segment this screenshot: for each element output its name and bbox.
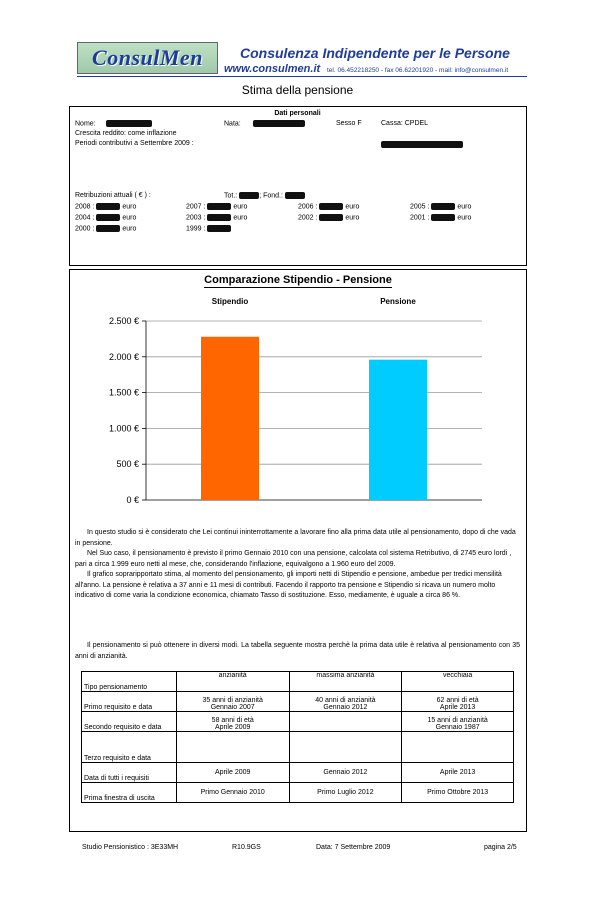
row-label: Data di tutti i requisiti (82, 763, 177, 783)
salary-year-label: 2001 : (410, 214, 432, 222)
cell-line: Aprile 2009 (214, 724, 251, 731)
header-vecchiaia: vecchiaia (402, 672, 514, 692)
requisiti-table (81, 671, 514, 803)
redaction-bar (431, 203, 455, 210)
cell-line: 58 anni di età (211, 717, 254, 724)
header-tipo: Tipo pensionamento (82, 672, 177, 692)
salary-year-unit: euro (455, 214, 472, 222)
table-row (82, 712, 514, 732)
salary-year-unit: euro (343, 203, 360, 211)
bar-stipendio (201, 337, 259, 500)
crescita-field: Crescita reddito: come inflazione (75, 130, 177, 137)
salary-year-label: 2007 : (186, 203, 208, 211)
salary-year-label: 2004 : (75, 214, 97, 222)
y-tick-label: 2.500 € (108, 316, 139, 326)
category-label: Stipendio (211, 297, 249, 306)
redaction-bar (319, 214, 343, 221)
redaction-bar (106, 120, 152, 127)
redaction-bar (207, 203, 231, 210)
salary-year-entry (298, 203, 359, 210)
table-cell (176, 692, 289, 712)
nome-label: Nome: (75, 120, 96, 128)
cassa-field: Cassa: CPDEL (381, 120, 429, 127)
cell-line: Gennaio 2012 (323, 704, 368, 711)
consulmen-logo (77, 42, 218, 74)
table-cell (402, 712, 514, 732)
row-label: Primo requisito e data (82, 692, 177, 712)
salary-year-unit: euro (455, 203, 472, 211)
periodi-field: Periodi contributivi a Settembre 2009 : (75, 140, 194, 147)
retribuzioni-label: Retribuzioni attuali ( € ) : (75, 192, 151, 199)
salary-year-label: 2000 : (75, 225, 97, 233)
cell-line: Aprile 2013 (439, 704, 476, 711)
row-label: Prima finestra di uscita (82, 783, 177, 803)
header-divider (77, 76, 527, 77)
table-cell: Primo Gennaio 2010 (176, 783, 289, 803)
brand-tagline: Consulenza Indipendente per le Persone (240, 45, 510, 61)
salary-year-label: 2008 : (75, 203, 97, 211)
chart-title-underline (204, 287, 392, 288)
row-label: Secondo requisito e data (82, 712, 177, 732)
table-row (82, 732, 514, 763)
table-cell: Primo Ottobre 2013 (402, 783, 514, 803)
redaction-bar (381, 141, 463, 148)
header-massima-anzianita: massima anzianità (289, 672, 402, 692)
cell-line: Gennaio 1987 (435, 724, 480, 731)
redaction-bar (239, 192, 259, 199)
category-label: Pensione (380, 297, 416, 306)
table-row (82, 783, 514, 803)
salary-year-unit: euro (231, 203, 248, 211)
totale-field (224, 192, 305, 199)
cell-line: 40 anni di anzianità (315, 697, 376, 704)
table-cell (402, 692, 514, 712)
fond-label: ; Fond.: (259, 192, 283, 200)
cell-line: Gennaio 2007 (210, 704, 255, 711)
redaction-bar (96, 203, 120, 210)
table-cell: Gennaio 2012 (289, 763, 402, 783)
redaction-bar (319, 203, 343, 210)
y-tick-label: 500 € (116, 459, 139, 470)
salary-year-entry (186, 214, 247, 221)
bar-chart (70, 290, 526, 515)
salary-year-unit: euro (120, 225, 137, 233)
salary-year-entry (186, 203, 247, 210)
footer-page-number: pagina 2/5 (484, 844, 517, 851)
redaction-bar (285, 192, 305, 199)
redaction-bar (207, 214, 231, 221)
footer-date: Data: 7 Settembre 2009 (316, 844, 391, 851)
paragraph-tasso: Il grafico sopraripportato stima, al momento del pensionamento, gli importi netti di Stipendio e pensione, ambedue per tredici mensilità all'anno. La pensione è relativa a 37 anni e 11 mesi di contributi. Facendo il rapporto tra pensione e Stipendio si ricava un numero molto indicativo di come varia la condizione economica, chiamato Tasso di sostituzione. Esso, mediamente, è uguale a circa 86 %. (75, 571, 502, 599)
row-label: Terzo requisito e data (82, 732, 177, 763)
salary-year-label: 2005 : (410, 203, 432, 211)
redaction-bar (96, 225, 120, 232)
y-tick-label: 1.000 € (108, 423, 139, 434)
salary-year-entry (75, 203, 136, 210)
redaction-bar (96, 214, 120, 221)
footer-version: R10.9GS (232, 844, 261, 851)
brand-contacts: tel. 06.452218250 - fax 06.62201920 - mail: info@consulmen.it (327, 67, 509, 74)
table-cell (176, 712, 289, 732)
chart-title: Comparazione Stipendio - Pensione (204, 274, 392, 286)
table-cell: Aprile 2013 (402, 763, 514, 783)
table-row (82, 692, 514, 712)
nata-field (224, 120, 305, 127)
cell-line: 35 anni di anzianità (202, 697, 263, 704)
salary-year-unit: euro (343, 214, 360, 222)
bar-pensione (369, 360, 427, 500)
redaction-bar (431, 214, 455, 221)
sesso-field: Sesso F (336, 120, 362, 127)
salary-year-entry (410, 203, 471, 210)
y-tick-label: 2.000 € (108, 351, 139, 362)
cell-line: 15 anni di anzianità (427, 717, 488, 724)
table-cell (289, 692, 402, 712)
salary-year-entry (298, 214, 359, 221)
table-cell: Aprile 2009 (176, 763, 289, 783)
redaction-bar (253, 120, 305, 127)
y-tick-label: 0 € (126, 495, 139, 505)
table-row (82, 763, 514, 783)
table-cell (402, 732, 514, 763)
salary-year-label: 1999 : (186, 225, 208, 233)
logo-text: ConsulMen (92, 45, 203, 70)
salary-year-entry (186, 225, 231, 232)
paragraph-tabella: Il pensionamento si può ottenere in diversi modi. La tabella seguente mostra perchè la prima data utile è relativa al pensionamento con 35 anni di anzianità. (75, 642, 520, 660)
table-cell: Primo Luglio 2012 (289, 783, 402, 803)
salary-year-label: 2002 : (298, 214, 320, 222)
salary-year-unit: euro (120, 203, 137, 211)
salary-year-label: 2006 : (298, 203, 320, 211)
nome-field (75, 120, 152, 127)
salary-year-label: 2003 : (186, 214, 208, 222)
nata-label: Nata: (224, 120, 241, 128)
brand-website[interactable]: www.consulmen.it (224, 63, 321, 75)
table-cell (289, 732, 402, 763)
table-cell (289, 712, 402, 732)
table-cell (176, 732, 289, 763)
salary-year-entry (410, 214, 471, 221)
header-anzianita: anzianità (176, 672, 289, 692)
paragraph-studio: In questo studio si è considerato che Lei continui ininterrottamente a lavorare fino alla prima data utile al pensionamento, dopo di che vada in pensione. (75, 529, 516, 547)
paragraph-pensionamento: Nel Suo caso, il pensionamento è previsto il primo Gennaio 2010 con una pensione, calcolata col sistema Retributivo, di 2745 euro lordi , pari a circa 1.999 euro netti al mese, che, considerando l'inflazione, equivalgono a 1.960 euro del 2009. (75, 550, 512, 568)
cell-line: 62 anni di età (436, 697, 479, 704)
salary-year-unit: euro (120, 214, 137, 222)
salary-year-entry (75, 225, 136, 232)
salary-year-entry (75, 214, 136, 221)
footer-studio: Studio Pensionistico : 3E33MH (82, 844, 179, 851)
y-tick-label: 1.500 € (108, 387, 139, 398)
personal-section-title: Dati personali (274, 110, 321, 117)
table-header-row (82, 672, 514, 692)
tot-label: Tot.: (224, 192, 238, 200)
redaction-bar (207, 225, 231, 232)
page-title: Stima della pensione (241, 83, 354, 97)
salary-year-unit: euro (231, 214, 248, 222)
